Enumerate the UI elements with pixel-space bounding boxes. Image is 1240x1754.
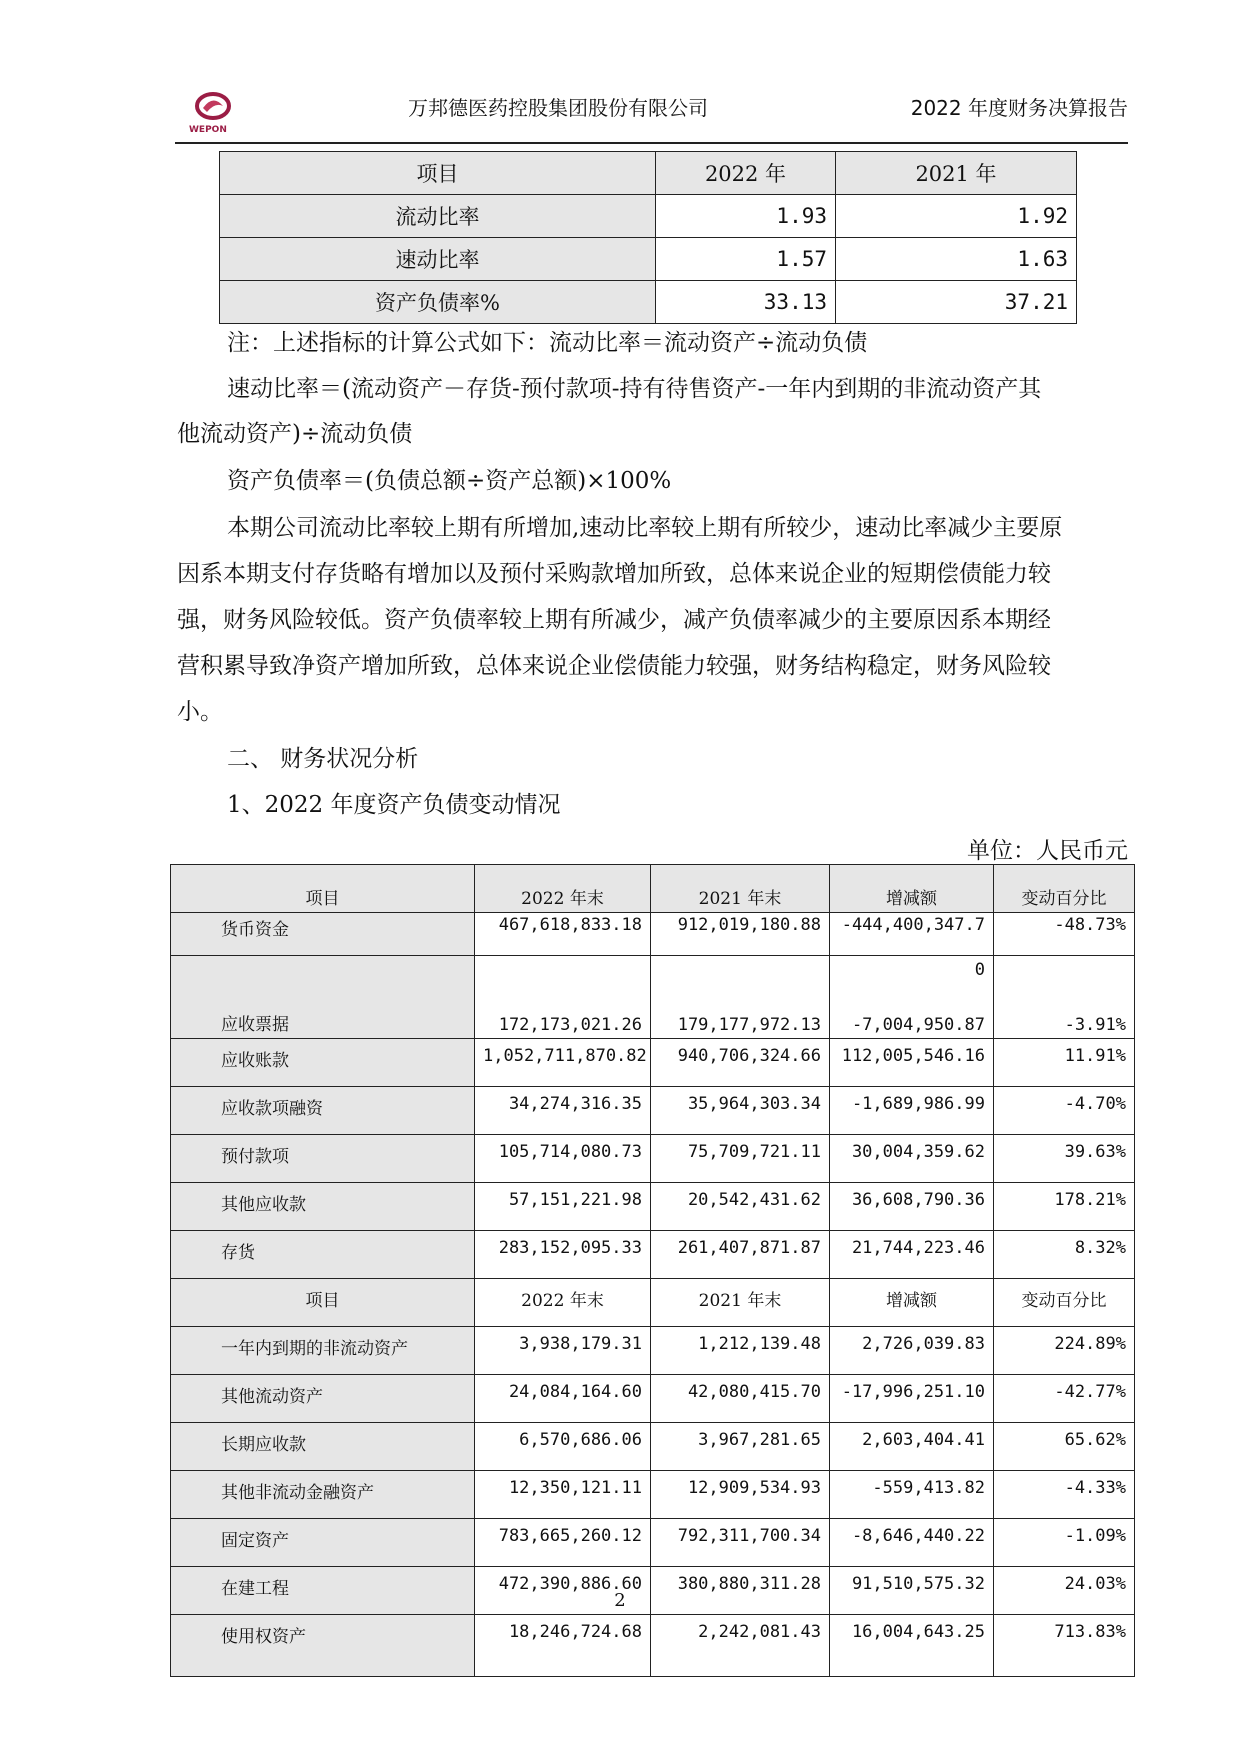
section-heading: 二、 财务状况分析 xyxy=(227,746,419,772)
value-cell: 91,510,575.32 xyxy=(830,1567,994,1615)
value-cell: 33.13 xyxy=(656,281,836,324)
header-cell: 2021 年末 xyxy=(651,1279,830,1327)
analysis-line: 小。 xyxy=(177,699,223,725)
table-row xyxy=(171,1135,1135,1183)
value-cell: 16,004,643.25 xyxy=(830,1615,994,1677)
report-title: 2022 年度财务决算报告 xyxy=(910,96,1128,120)
table-row xyxy=(171,1423,1135,1471)
header-cell: 增减额 xyxy=(830,1279,994,1327)
wepon-logo xyxy=(185,88,241,136)
value-cell: 179,177,972.13 xyxy=(651,956,830,1039)
item-cell: 长期应收款 xyxy=(171,1423,475,1471)
value-cell: -444,400,347.7 xyxy=(830,913,994,956)
value-cell: 36,608,790.36 xyxy=(830,1183,994,1231)
item-cell: 一年内到期的非流动资产 xyxy=(171,1327,475,1375)
table-row xyxy=(171,1231,1135,1279)
item-cell: 其他流动资产 xyxy=(171,1375,475,1423)
row-label: 流动比率 xyxy=(220,195,656,238)
value-cell: 472,390,886.60 xyxy=(475,1567,651,1615)
value-cell: 21,744,223.46 xyxy=(830,1231,994,1279)
item-cell: 其他应收款 xyxy=(171,1183,475,1231)
logo-text: WEPON xyxy=(189,125,227,135)
row-label: 资产负债率% xyxy=(220,281,656,324)
value-cell: 1,212,139.48 xyxy=(651,1327,830,1375)
value-cell: 24.03% xyxy=(994,1567,1135,1615)
header-cell: 项目 xyxy=(220,152,656,195)
value-cell: 18,246,724.68 xyxy=(475,1615,651,1677)
value-cell: 8.32% xyxy=(994,1231,1135,1279)
header-cell: 增减额 xyxy=(830,865,994,913)
value-cell: -48.73% xyxy=(994,913,1135,956)
page-number: 2 xyxy=(614,1590,626,1611)
table-row xyxy=(220,238,1077,281)
unit-label: 单位：人民币元 xyxy=(967,838,1128,864)
value-cell: 467,618,833.18 xyxy=(475,913,651,956)
formula-note: 注：上述指标的计算公式如下：流动比率＝流动资产÷流动负债 xyxy=(227,330,868,356)
value-cell: -4.70% xyxy=(994,1087,1135,1135)
item-cell: 其他非流动金融资产 xyxy=(171,1471,475,1519)
item-cell: 应收票据 xyxy=(171,956,475,1039)
value-cell: 75,709,721.11 xyxy=(651,1135,830,1183)
table-row xyxy=(171,1615,1135,1677)
ratio-table-header xyxy=(220,152,1077,195)
asset-table-header xyxy=(171,865,1135,913)
value-cell: 105,714,080.73 xyxy=(475,1135,651,1183)
header-cell: 2022 年 xyxy=(656,152,836,195)
value-cell: 12,350,121.11 xyxy=(475,1471,651,1519)
ratio-table xyxy=(219,151,1077,324)
value-cell: 37.21 xyxy=(836,281,1077,324)
value-cell: -1.09% xyxy=(994,1519,1135,1567)
value-cell: -17,996,251.10 xyxy=(830,1375,994,1423)
table-row xyxy=(171,1327,1135,1375)
table-row xyxy=(171,1087,1135,1135)
item-cell: 应收款项融资 xyxy=(171,1087,475,1135)
asset-table-repeat-header xyxy=(171,1279,1135,1327)
value-cell: 35,964,303.34 xyxy=(651,1087,830,1135)
item-cell: 货币资金 xyxy=(171,913,475,956)
value-cell: 3,938,179.31 xyxy=(475,1327,651,1375)
value-cell: 912,019,180.88 xyxy=(651,913,830,956)
table-row xyxy=(171,956,1135,1039)
table-row xyxy=(171,1471,1135,1519)
table-row xyxy=(220,281,1077,324)
value-cell: 261,407,871.87 xyxy=(651,1231,830,1279)
formula-debt-ratio: 资产负债率＝(负债总额÷资产总额)×100% xyxy=(227,468,672,494)
subsection-heading: 1、2022 年度资产负债变动情况 xyxy=(227,792,561,818)
value-cell: 2,242,081.43 xyxy=(651,1615,830,1677)
header-cell: 变动百分比 xyxy=(994,1279,1135,1327)
value-cell: 380,880,311.28 xyxy=(651,1567,830,1615)
value-cell: 34,274,316.35 xyxy=(475,1087,651,1135)
value-cell: -4.33% xyxy=(994,1471,1135,1519)
page-header xyxy=(175,78,1128,144)
value-cell: 30,004,359.62 xyxy=(830,1135,994,1183)
header-cell: 2021 年 xyxy=(836,152,1077,195)
item-cell: 在建工程 xyxy=(171,1567,475,1615)
value-cell: 24,084,164.60 xyxy=(475,1375,651,1423)
header-cell: 2021 年末 xyxy=(651,865,830,913)
value-cell: -559,413.82 xyxy=(830,1471,994,1519)
value-cell: 57,151,221.98 xyxy=(475,1183,651,1231)
value-cell: 6,570,686.06 xyxy=(475,1423,651,1471)
value-cell: 2,726,039.83 xyxy=(830,1327,994,1375)
header-cell: 项目 xyxy=(171,1279,475,1327)
table-row xyxy=(171,1183,1135,1231)
analysis-line: 营积累导致净资产增加所致，总体来说企业偿债能力较强，财务结构稳定，财务风险较 xyxy=(177,653,1051,679)
value-cell: 283,152,095.33 xyxy=(475,1231,651,1279)
item-cell: 使用权资产 xyxy=(171,1615,475,1677)
value-cell: 20,542,431.62 xyxy=(651,1183,830,1231)
value-cell: 112,005,546.16 xyxy=(830,1039,994,1087)
asset-change-table xyxy=(170,864,1135,1677)
header-cell: 2022 年末 xyxy=(475,1279,651,1327)
value-cell: 224.89% xyxy=(994,1327,1135,1375)
value-cell: -3.91% xyxy=(994,956,1135,1039)
value-cell: 1.63 xyxy=(836,238,1077,281)
formula-quick-ratio: 速动比率＝(流动资产－存货-预付款项-持有待售资产-一年内到期的非流动资产其 xyxy=(227,376,1042,402)
carry-value: 0 xyxy=(974,960,985,980)
analysis-line: 本期公司流动比率较上期有所增加,速动比率较上期有所较少，速动比率减少主要原 xyxy=(227,515,1063,541)
header-cell: 项目 xyxy=(171,865,475,913)
change-value: -7,004,950.87 xyxy=(851,1015,985,1035)
value-cell: -42.77% xyxy=(994,1375,1135,1423)
formula-quick-ratio-cont: 他流动资产)÷流动负债 xyxy=(177,421,413,447)
item-cell: 预付款项 xyxy=(171,1135,475,1183)
value-cell: 783,665,260.12 xyxy=(475,1519,651,1567)
analysis-line: 因系本期支付存货略有增加以及预付采购款增加所致，总体来说企业的短期偿债能力较 xyxy=(177,561,1051,587)
analysis-line: 强，财务风险较低。资产负债率较上期有所减少，减产负债率减少的主要原因系本期经 xyxy=(177,607,1051,633)
value-cell: -8,646,440.22 xyxy=(830,1519,994,1567)
item-cell: 固定资产 xyxy=(171,1519,475,1567)
value-cell: 792,311,700.34 xyxy=(651,1519,830,1567)
header-cell: 变动百分比 xyxy=(994,865,1135,913)
item-cell: 应收账款 xyxy=(171,1039,475,1087)
value-cell xyxy=(830,956,994,1039)
table-row xyxy=(171,1039,1135,1087)
table-row xyxy=(171,1519,1135,1567)
value-cell: 65.62% xyxy=(994,1423,1135,1471)
value-cell: 1.57 xyxy=(656,238,836,281)
value-cell: 940,706,324.66 xyxy=(651,1039,830,1087)
row-label: 速动比率 xyxy=(220,238,656,281)
value-cell: 11.91% xyxy=(994,1039,1135,1087)
value-cell: -1,689,986.99 xyxy=(830,1087,994,1135)
value-cell: 172,173,021.26 xyxy=(475,956,651,1039)
value-cell: 3,967,281.65 xyxy=(651,1423,830,1471)
item-cell: 存货 xyxy=(171,1231,475,1279)
value-cell: 1,052,711,870.82 xyxy=(475,1039,651,1087)
value-cell: 2,603,404.41 xyxy=(830,1423,994,1471)
value-cell: 42,080,415.70 xyxy=(651,1375,830,1423)
table-row xyxy=(171,913,1135,956)
value-cell: 39.63% xyxy=(994,1135,1135,1183)
value-cell: 713.83% xyxy=(994,1615,1135,1677)
company-name: 万邦德医药控股集团股份有限公司 xyxy=(408,96,708,120)
table-row xyxy=(171,1375,1135,1423)
value-cell: 1.92 xyxy=(836,195,1077,238)
value-cell: 1.93 xyxy=(656,195,836,238)
value-cell: 12,909,534.93 xyxy=(651,1471,830,1519)
value-cell: 178.21% xyxy=(994,1183,1135,1231)
table-row xyxy=(220,195,1077,238)
header-cell: 2022 年末 xyxy=(475,865,651,913)
